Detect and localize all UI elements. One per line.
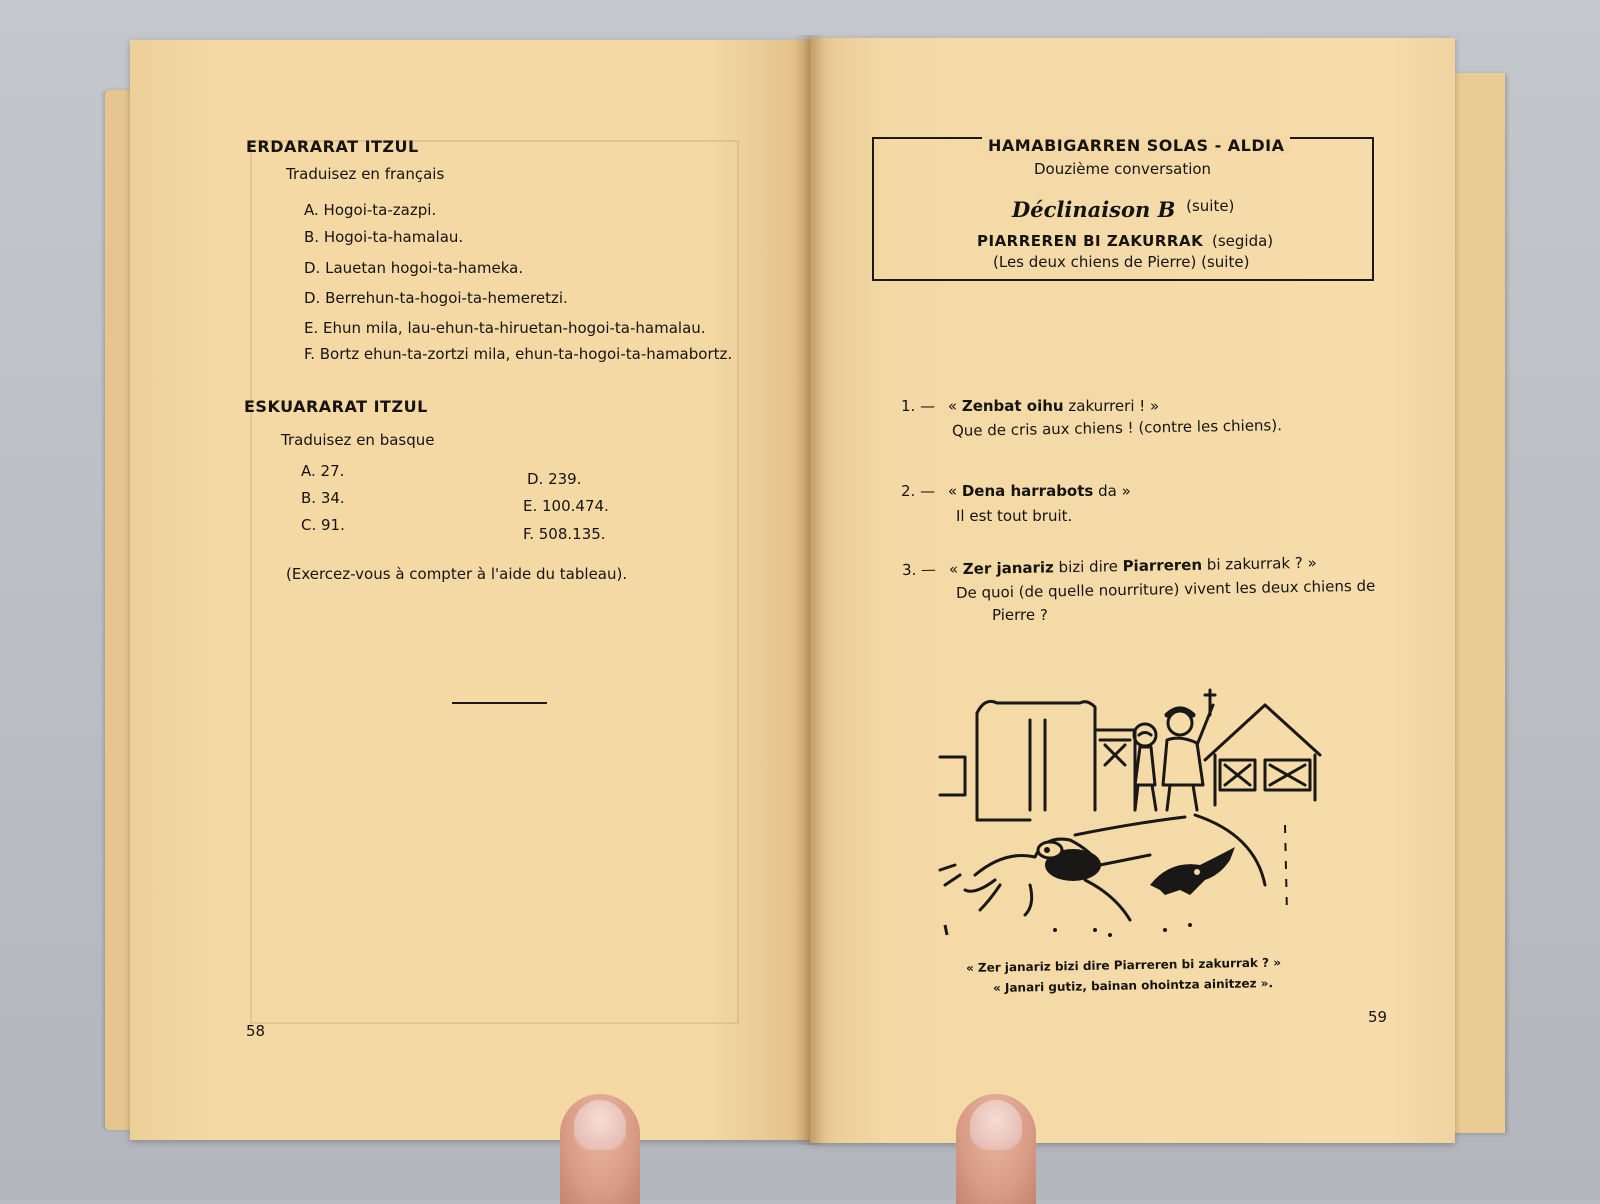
exercise-item: B. Hogoi-ta-hamalau. (304, 228, 464, 246)
lesson-header-subtitle: Douzième conversation (1034, 160, 1212, 178)
fingernail (970, 1100, 1022, 1150)
number-item: D. 239. (527, 470, 582, 488)
story-translation: (Les deux chiens de Pierre) (suite) (993, 253, 1250, 271)
finger-left (560, 1094, 640, 1204)
dialogue-number: 3. — (901, 560, 937, 579)
section-subtitle-francais: Traduisez en français (286, 165, 445, 183)
page-number-right: 59 (1368, 1008, 1388, 1026)
fingernail (574, 1100, 626, 1150)
dialogue-open-quote: « (947, 482, 962, 500)
story-title-suffix: (segida) (1211, 232, 1274, 250)
lesson-heading (1012, 197, 1234, 222)
exercise-item: F. Bortz ehun-ta-zortzi mila, ehun-ta-hogoi-ta-hamabortz. (304, 345, 733, 363)
dialogue-bold: Zenbat oihu (961, 397, 1064, 415)
dialogue-bold: Zer janariz (962, 558, 1054, 578)
separator-rule (452, 702, 547, 704)
dialogue-bold: Piarreren (1122, 555, 1203, 576)
section-title-erdararat: ERDARARAT ITZUL (246, 137, 419, 156)
dialogue-line-1 (901, 397, 1159, 415)
finger-right (956, 1094, 1036, 1204)
dialogue-translation-3: De quoi (de quelle nourriture) vivent les deux chiens de (955, 576, 1376, 602)
exercise-item: E. Ehun mila, lau-ehun-ta-hiruetan-hogoi-ta-hamalau. (304, 319, 706, 337)
dialogue-number: 2. — (901, 482, 936, 500)
book-gutter (795, 35, 825, 1145)
caption-line-1: « Zer janariz bizi dire Piarreren bi zakurrak ? » (965, 955, 1282, 975)
exercise-item: D. Berrehun-ta-hogoi-ta-hemeretzi. (304, 289, 568, 307)
caption-line-2: « Janari gutiz, bainan ohointza ainitzez ». (992, 976, 1274, 995)
lesson-heading-main: Déclinaison B (1012, 197, 1176, 222)
section-subtitle-basque: Traduisez en basque (281, 431, 435, 449)
story-title (977, 232, 1273, 250)
dialogue-number: 1. — (901, 397, 936, 415)
dialogue-translation-2: Il est tout bruit. (956, 507, 1073, 525)
dialogue-mid: bizi dire (1053, 557, 1123, 577)
story-title-main: PIARREREN BI ZAKURRAK (977, 232, 1204, 250)
dialogue-rest: zakurreri ! » (1063, 397, 1160, 415)
number-item: C. 91. (301, 516, 345, 534)
section-title-eskuararat: ESKUARARAT ITZUL (244, 397, 428, 416)
lesson-heading-suffix: (suite) (1186, 197, 1235, 215)
dialogue-translation-3b: Pierre ? (992, 606, 1048, 624)
right-page-edges (1450, 73, 1505, 1133)
dialogue-open-quote: « (947, 397, 962, 415)
lesson-header-title: HAMABIGARREN SOLAS - ALDIA (982, 136, 1290, 155)
number-item: A. 27. (301, 462, 345, 480)
exercise-item: D. Lauetan hogoi-ta-hameka. (304, 259, 524, 277)
dialogue-translation-1: Que de cris aux chiens ! (contre les chiens). (951, 416, 1283, 440)
exercise-note: (Exercez-vous à compter à l'aide du tableau). (286, 565, 628, 583)
page-number-left: 58 (246, 1022, 266, 1040)
cartoon-illustration (935, 685, 1335, 950)
number-item: E. 100.474. (523, 497, 609, 515)
exercise-item: A. Hogoi-ta-zazpi. (304, 201, 437, 219)
dialogue-rest: da » (1093, 482, 1131, 500)
number-item: F. 508.135. (523, 525, 606, 543)
dialogue-rest: bi zakurrak ? » (1201, 553, 1317, 574)
dialogue-open-quote: « (948, 559, 963, 579)
number-item: B. 34. (301, 489, 345, 507)
dialogue-bold: Dena harrabots (961, 482, 1094, 500)
dialogue-line-2 (901, 482, 1131, 500)
